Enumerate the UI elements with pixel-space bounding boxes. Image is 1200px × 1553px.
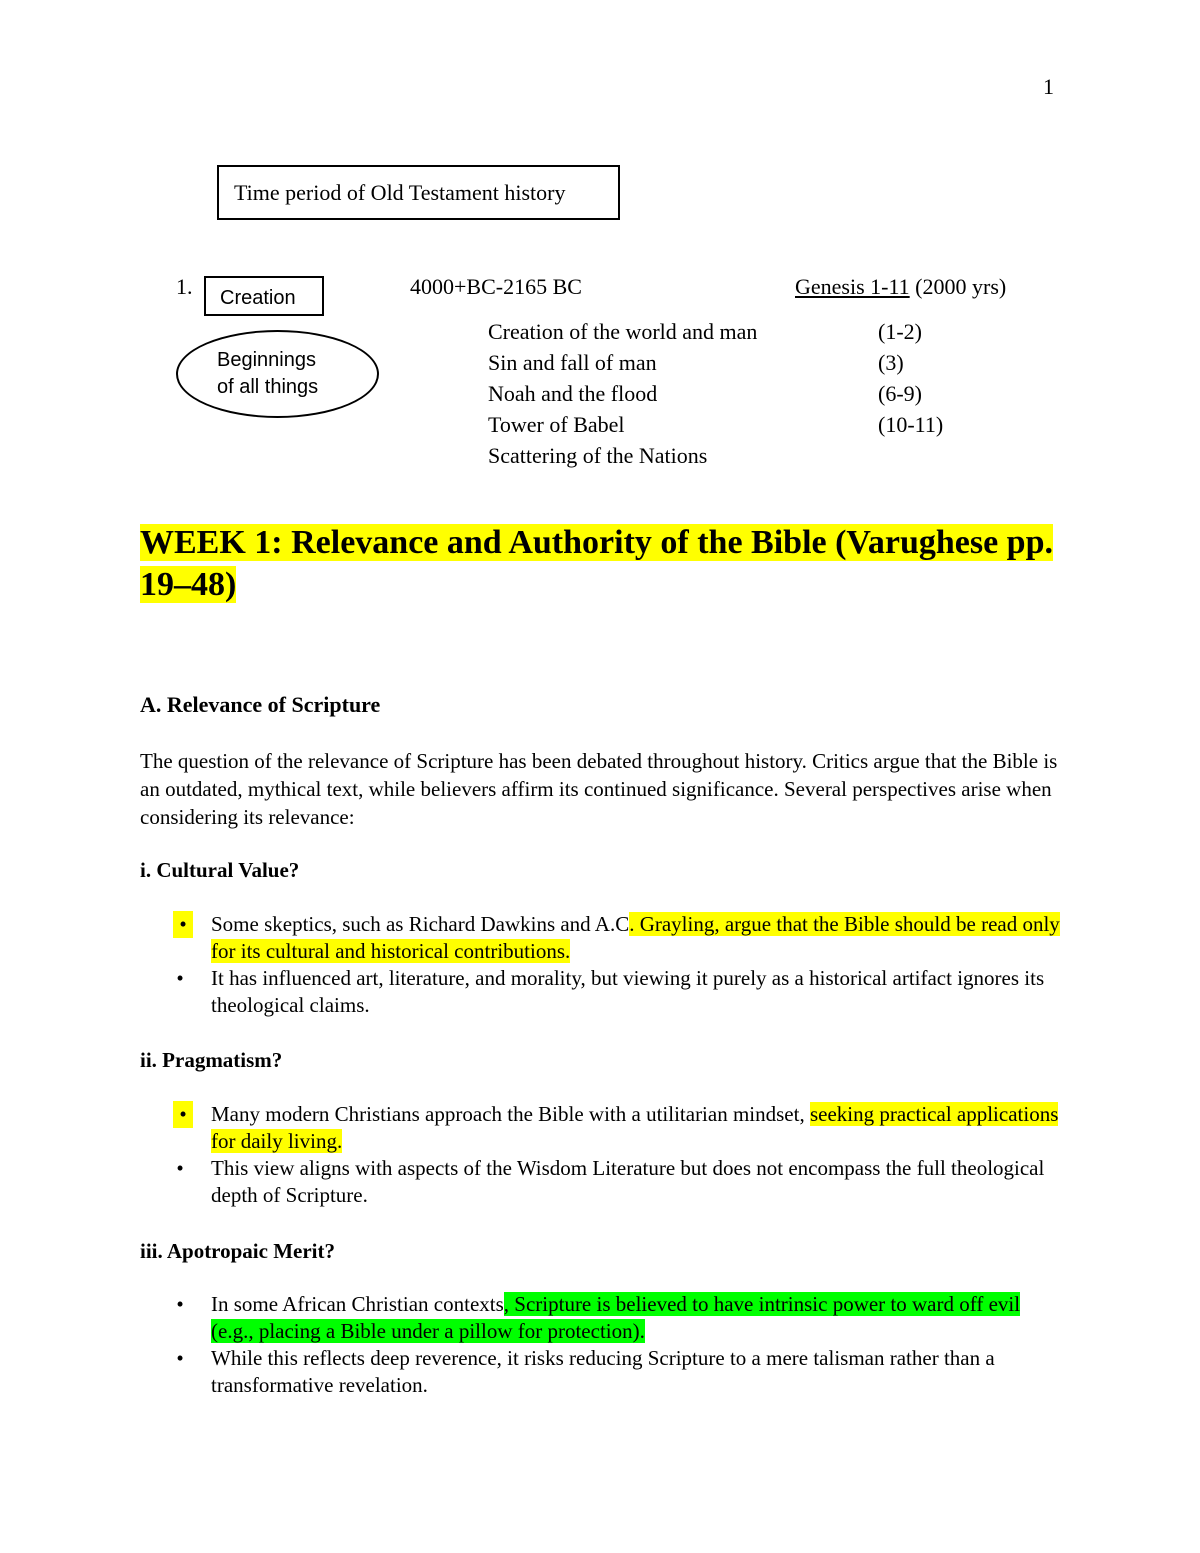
era-box bbox=[204, 276, 324, 316]
section-intro: The question of the relevance of Scripture has been debated throughout history. Critics argue that the Bible is an outdated, mythical text, while believers affirm its continued significance. Several perspectives arise when considering its relevance: bbox=[140, 749, 1058, 829]
bullet-text: Some skeptics, such as Richard Dawkins and A.C bbox=[211, 912, 630, 936]
subsection-heading: ii. Pragmatism? bbox=[140, 1048, 283, 1072]
bullet-icon: • bbox=[176, 966, 184, 990]
era-book: Genesis 1-11 bbox=[795, 274, 910, 299]
bullet-text: This view aligns with aspects of the Wisdom Literature but does not encompass the full theological depth of Scripture. bbox=[211, 1156, 1045, 1207]
week-title bbox=[140, 522, 1060, 606]
list-item bbox=[140, 1291, 1065, 1345]
bullet-text: In some African Christian contexts bbox=[211, 1292, 504, 1316]
era-box-text: Creation bbox=[220, 287, 296, 309]
bullet-icon: • bbox=[176, 1292, 184, 1316]
bullet-icon: • bbox=[173, 911, 193, 938]
era-dates: 4000+BC-2165 BC bbox=[410, 274, 582, 299]
bullet-text: Many modern Christians approach the Bible with a utilitarian mindset, bbox=[211, 1102, 810, 1126]
event-label: Creation of the world and man bbox=[488, 319, 758, 344]
event-label: Sin and fall of man bbox=[488, 350, 657, 375]
list-item bbox=[140, 965, 1065, 1019]
bullet-list bbox=[140, 911, 1065, 1019]
event-ref: (3) bbox=[878, 350, 904, 375]
beginnings-ellipse bbox=[176, 330, 379, 418]
bullet-icon: • bbox=[176, 1346, 184, 1370]
bullet-icon: • bbox=[176, 1156, 184, 1180]
item-number: 1. bbox=[176, 274, 193, 299]
event-label: Tower of Babel bbox=[488, 412, 625, 437]
era-scripture bbox=[795, 274, 1006, 300]
section-heading: A. Relevance of Scripture bbox=[140, 692, 381, 717]
header-box bbox=[217, 165, 620, 220]
event-ref: (10-11) bbox=[878, 412, 944, 437]
bullet-list bbox=[140, 1291, 1065, 1399]
bullet-highlight: . Grayling, argue that the Bible should be read only for its cultural and historical contributions. bbox=[211, 912, 1060, 963]
page-number: 1 bbox=[1043, 74, 1054, 99]
subsection-heading: iii. Apotropaic Merit? bbox=[140, 1239, 335, 1263]
list-item bbox=[140, 911, 1065, 965]
ellipse-line-1: Beginnings bbox=[217, 349, 316, 371]
subsection-heading: i. Cultural Value? bbox=[140, 858, 300, 882]
event-label: Scattering of the Nations bbox=[488, 443, 708, 468]
bullet-highlight: , Scripture is believed to have intrinsic power to ward off evil (e.g., placing a Bible under a pillow for protection). bbox=[211, 1292, 1021, 1343]
bullet-icon: • bbox=[173, 1101, 193, 1128]
event-ref: (6-9) bbox=[878, 381, 922, 406]
bullet-text: It has influenced art, literature, and morality, but viewing it purely as a historical artifact ignores its theological claims. bbox=[211, 966, 1045, 1017]
era-span: (2000 yrs) bbox=[909, 274, 1007, 299]
list-item bbox=[140, 1345, 1065, 1399]
list-item bbox=[140, 1101, 1065, 1155]
list-item bbox=[140, 1155, 1065, 1209]
ellipse-line-2: of all things bbox=[217, 376, 319, 398]
event-ref: (1-2) bbox=[878, 319, 922, 344]
week-title-text: WEEK 1: Relevance and Authority of the Bible (Varughese pp. 19–48) bbox=[140, 524, 1054, 603]
bullet-highlight: seeking practical applications for daily living. bbox=[211, 1102, 1059, 1153]
bullet-text: While this reflects deep reverence, it risks reducing Scripture to a mere talisman rather than a transformative revelation. bbox=[211, 1346, 995, 1397]
bullet-list bbox=[140, 1101, 1065, 1209]
event-label: Noah and the flood bbox=[488, 381, 658, 406]
header-box-text: Time period of Old Testament history bbox=[234, 180, 566, 205]
